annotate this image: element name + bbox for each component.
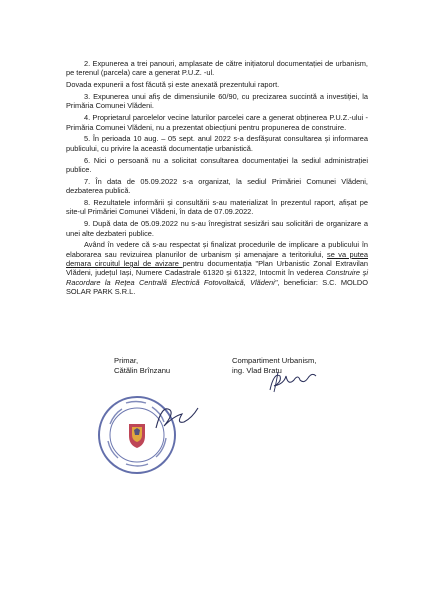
paragraph-8: 8. Rezultatele informării și consultării s-au materializat în prezentul raport, afișat pe site-ul Primăriei Comunei Vlădeni, în data de 07.09.2022. <box>66 198 368 217</box>
paragraph-9: 9. După data de 05.09.2022 nu s-au înregistrat sesizări sau solicitări de organizare a unei alte dezbateri publice. <box>66 219 368 238</box>
paragraph-4: 4. Proprietarul parcelelor vecine laturilor parcelei care a generat obținerea P.U.Z.-ului - Primăria Comunei Vlădeni, nu a prezentat obiecțiuni pentru propunerea de construire. <box>66 113 368 132</box>
conclusion-part2: pentru documentația "Plan Urbanistic Zonal Extravilan Vlădeni, județul Iași, Numere Cadastrale 61320 și 61322, Intocmit în vederea <box>66 258 368 278</box>
paragraph-5: 5. În perioada 10 aug. – 05 sept. anul 2022 s-a desfășurat consultarea și informarea publicului, cu privire la această documentație urbanistică. <box>66 134 368 153</box>
mayor-title: Primar, <box>114 356 139 365</box>
conclusion-italic: Construire și Racordare la Rețea Centrală Electrică Fotovoltaică, Vlădeni" <box>66 268 368 287</box>
paragraph-3: 3. Expunerea unui afiș de dimensiunile 60/90, cu precizarea succintă a investiției, la Primăria Comunei Vlădeni. <box>66 92 368 111</box>
mayor-name: Cătălin Brînzanu <box>114 365 171 375</box>
urbanism-handwritten-signature-icon <box>266 366 324 398</box>
paragraph-6: 6. Nici o persoană nu a solicitat consultarea documentației la sediul administrației publice. <box>66 155 368 174</box>
report-body <box>66 59 368 299</box>
mayor-signature-block <box>114 356 234 375</box>
paragraph-2: 2. Expunerea a trei panouri, amplasate de către inițiatorul documentației de urbanism, pe terenul (parcela) care a generat P.U.Z. -ul. <box>66 59 368 78</box>
mayor-handwritten-signature-icon <box>150 398 210 438</box>
paragraph-2-proof: Dovada expunerii a fost făcută și este anexată prezentului raport. <box>66 80 280 90</box>
urbanism-name: ing. Vlad Bratu <box>232 365 282 375</box>
paragraph-7: 7. În data de 05.09.2022 s-a organizat, la sediul Primăriei Comunei Vlădeni, dezbaterea publică. <box>66 176 368 196</box>
conclusion-paragraph <box>66 240 368 296</box>
conclusion-part1: Având în vedere că s-au respectat și finalizat procedurile de implicare a publicului în elaborarea sau revizuirea planurilor de urbanism și amenajare a teritoriului, <box>66 240 368 259</box>
conclusion-part3: , beneficiar: S.C. MOLDO SOLAR PARK S.R.L. <box>66 277 368 296</box>
urbanism-title: Compartiment Urbanism, <box>232 356 317 365</box>
conclusion-underlined: se va putea demara circuitul legal de avizare <box>66 249 368 268</box>
